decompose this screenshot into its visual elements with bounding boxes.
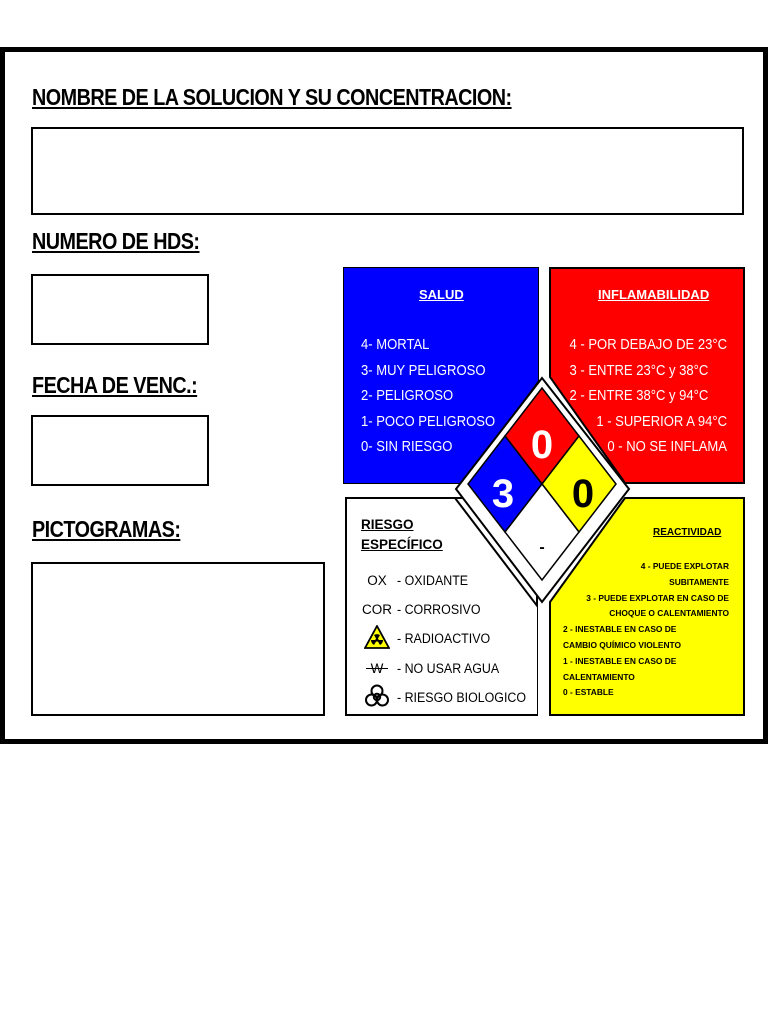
specific-risk-biohazard	[357, 683, 537, 711]
specific-risk-title: RIESGO ESPECÍFICO	[361, 517, 443, 552]
pictograms-heading: PICTOGRAMAS:	[32, 516, 181, 542]
diamond-flammability-value: 0	[530, 423, 554, 467]
flammability-title: INFLAMABILIDAD	[598, 287, 710, 302]
flammability-level-4: 4 - POR DEBAJO DE 23°C	[569, 337, 727, 353]
diamond-health-value: 3	[491, 472, 515, 516]
oxidant-desc: - OXIDANTE	[397, 572, 469, 588]
reactivity-title: REACTIVIDAD	[653, 527, 722, 538]
oxidant-code: OX	[367, 572, 387, 588]
nfpa-diamond	[453, 376, 633, 606]
reactivity-level-0: 0 - ESTABLE	[563, 687, 614, 698]
flammability-level-0: 0 - NO SE INFLAMA	[607, 439, 727, 455]
reactivity-level-1: 1 - INESTABLE EN CASO DE CALENTAMIENTO	[563, 655, 677, 682]
solution-heading: NOMBRE DE LA SOLUCION Y SU CONCENTRACION:	[32, 84, 512, 110]
reactivity-level-4: 4 - PUEDE EXPLOTAR SUBITAMENTE	[640, 561, 729, 587]
hds-heading: NUMERO DE HDS:	[32, 228, 200, 254]
expiry-heading: FECHA DE VENC.:	[32, 372, 198, 398]
no-water-desc: - NO USAR AGUA	[397, 660, 500, 676]
solution-field[interactable]	[31, 127, 744, 215]
health-level-3: 3- MUY PELIGROSO	[361, 362, 486, 379]
specific-risk-no-water	[357, 654, 537, 682]
diamond-special-value: -	[539, 539, 545, 556]
health-level-1: 1- POCO PELIGROSO	[361, 413, 496, 430]
health-title: SALUD	[419, 287, 464, 302]
radioactive-icon	[364, 625, 390, 649]
hds-field[interactable]	[31, 274, 209, 345]
biohazard-icon	[364, 683, 390, 709]
expiry-field[interactable]	[31, 415, 209, 486]
reactivity-level-3: 3 - PUEDE EXPLOTAR EN CASO DE CHOQUE O CALENTAMIENTO	[586, 592, 729, 619]
flammability-level-1: 1 - SUPERIOR A 94°C	[596, 413, 727, 430]
specific-risk-radioactive	[357, 624, 537, 652]
flammability-level-2: 2 - ENTRE 38°C y 94°C	[569, 388, 709, 404]
health-level-2: 2- PELIGROSO	[361, 388, 454, 404]
reactivity-level-2: 2 - INESTABLE EN CASO DE CAMBIO QUÍMICO VIOLENTO	[563, 624, 682, 650]
diamond-reactivity-value: 0	[571, 472, 595, 516]
corrosive-code: COR	[362, 601, 392, 617]
pictograms-field[interactable]	[31, 562, 325, 716]
corrosive-desc: - CORROSIVO	[397, 601, 481, 617]
no-water-icon: W	[357, 661, 397, 676]
radioactive-desc: - RADIOACTIVO	[397, 630, 491, 646]
biohazard-desc: - RIESGO BIOLOGICO	[396, 689, 526, 705]
flammability-level-3: 3 - ENTRE 23°C y 38°C	[569, 362, 709, 379]
health-level-4: 4- MORTAL	[361, 337, 430, 353]
health-level-0: 0- SIN RIESGO	[361, 439, 453, 455]
